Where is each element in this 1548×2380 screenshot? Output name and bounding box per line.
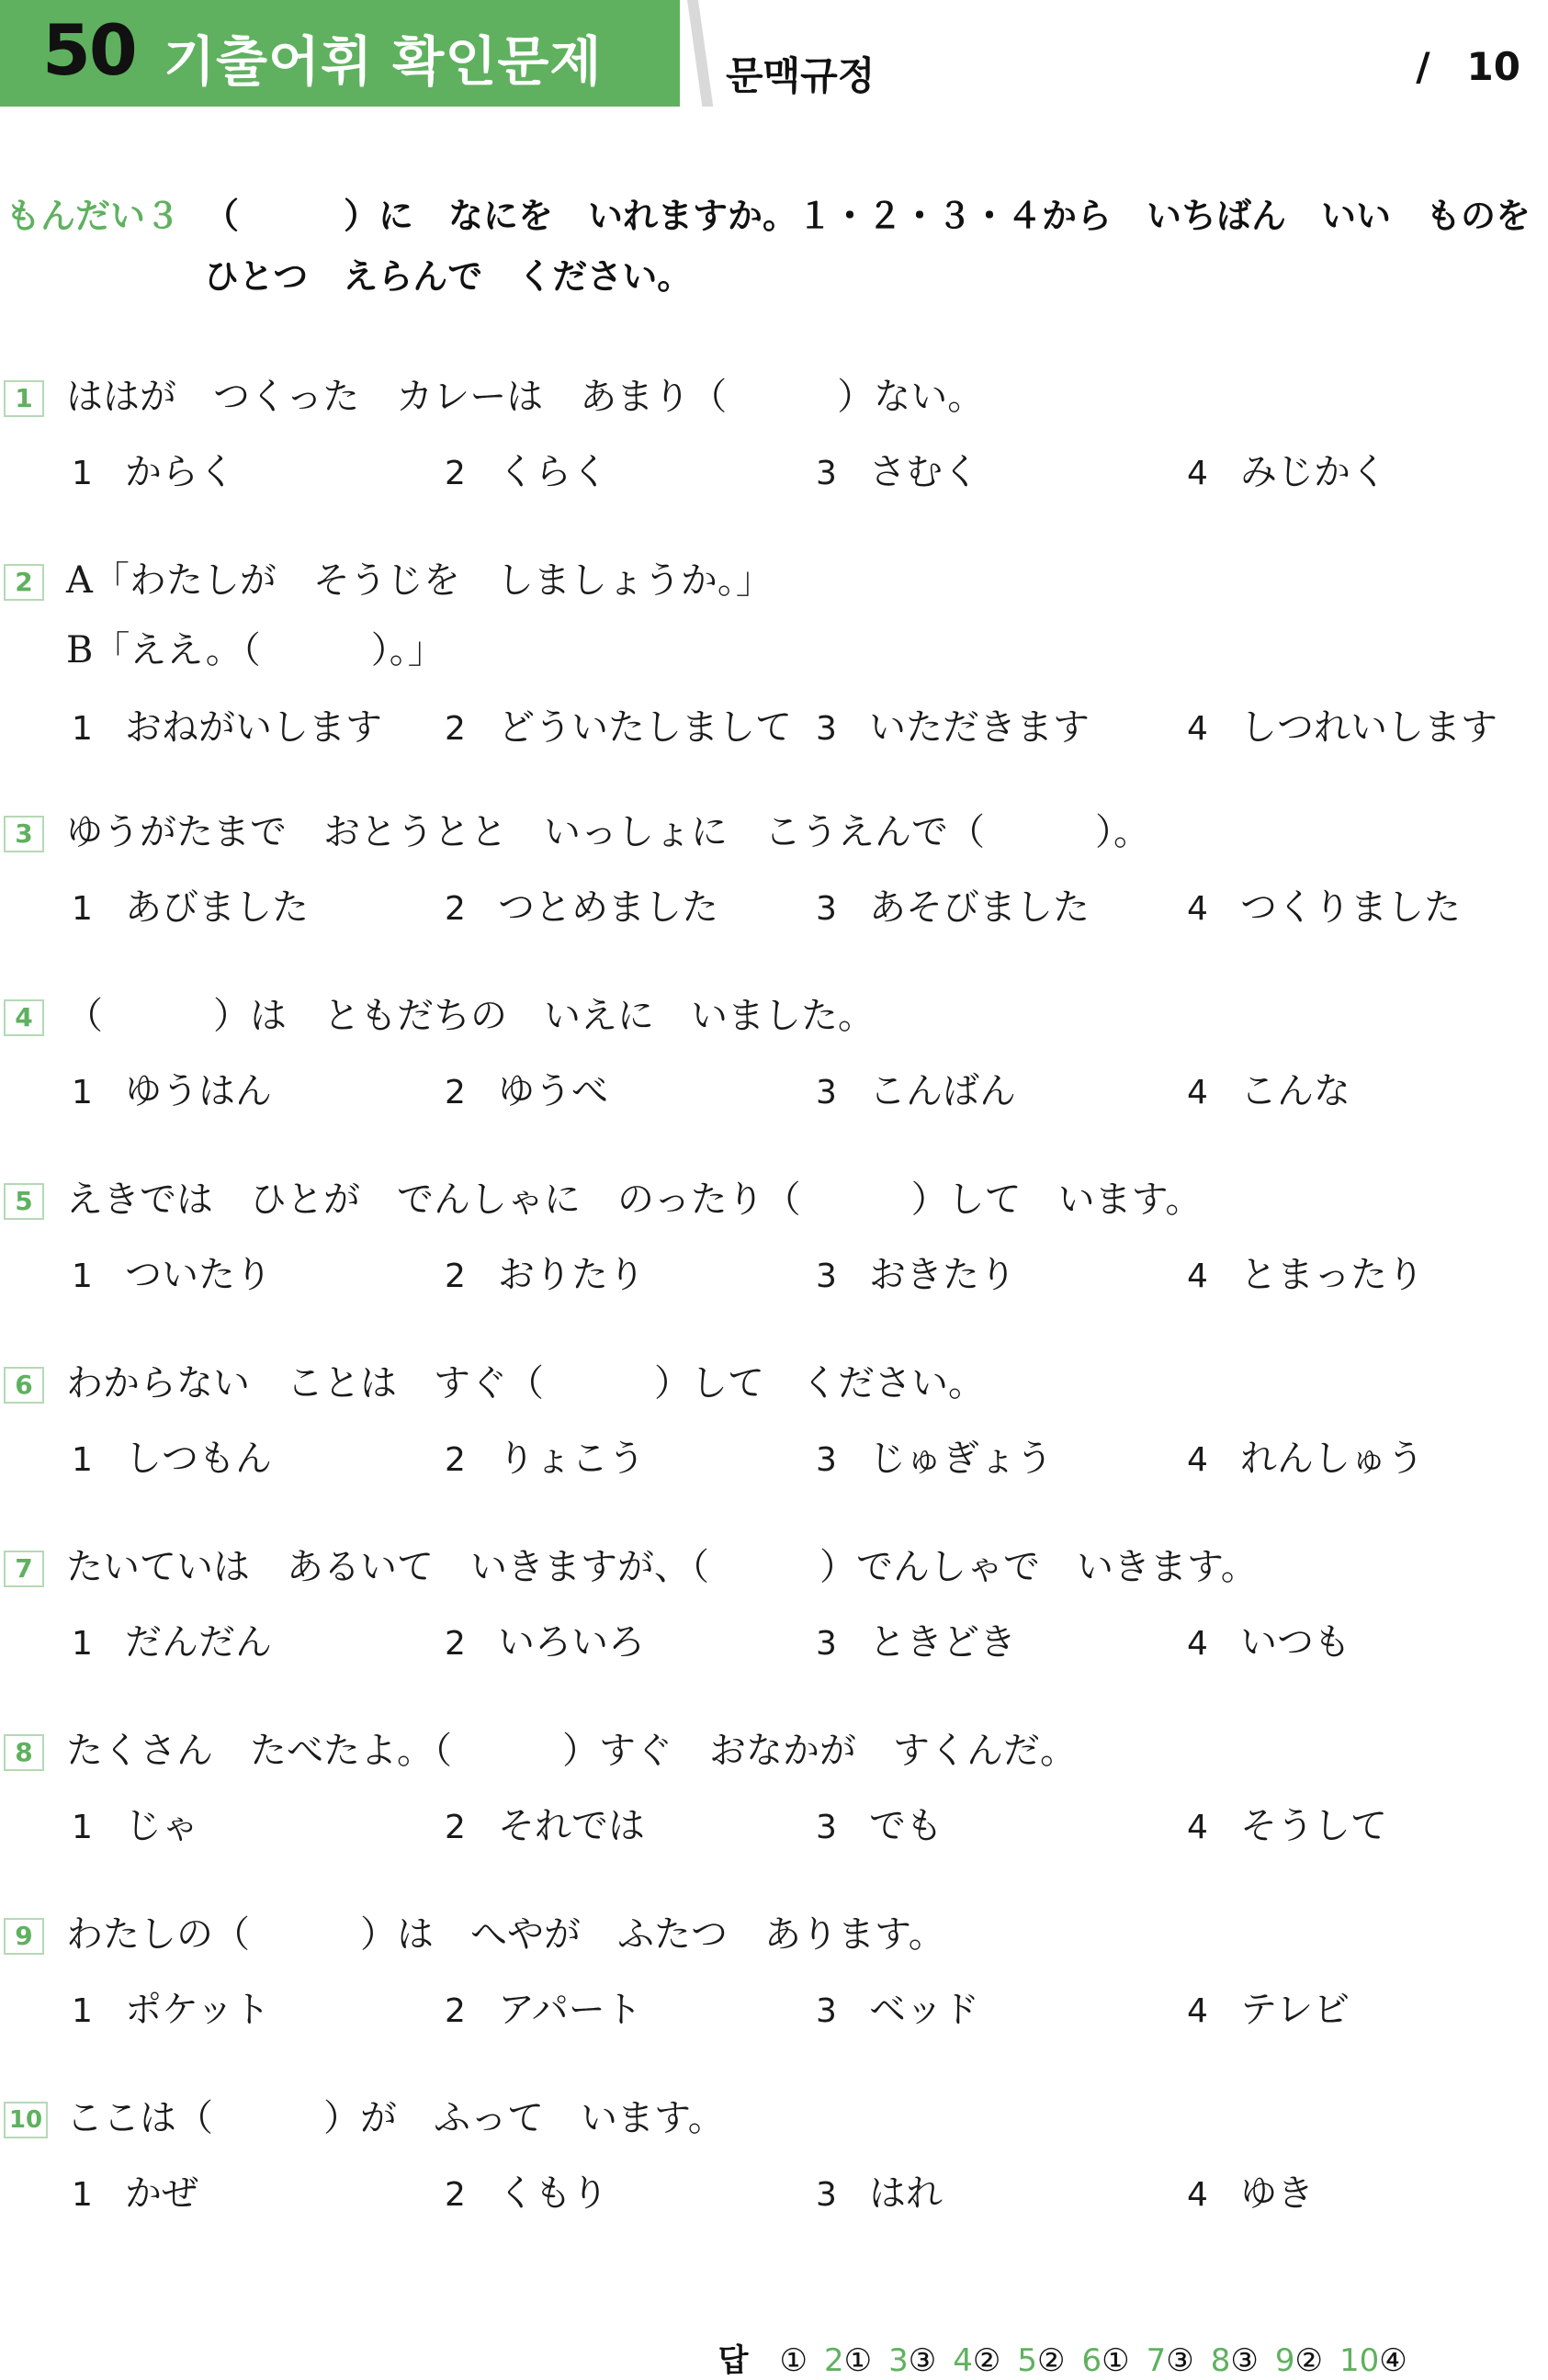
question-item bbox=[0, 555, 1548, 749]
option-label: ベッド bbox=[869, 1989, 979, 2031]
answer-key-item bbox=[1017, 2342, 1065, 2379]
answer-key-item bbox=[1081, 2342, 1129, 2379]
option-number: 1 bbox=[72, 455, 93, 492]
answer-key-answer: ② bbox=[1036, 2342, 1066, 2379]
answer-option[interactable] bbox=[1187, 1797, 1387, 1849]
instructions-line-1: （ ）に なにを いれますか。１・２・３・４から いちばん いい ものを bbox=[204, 196, 1531, 236]
score-box bbox=[1416, 44, 1520, 89]
answer-option[interactable] bbox=[72, 1062, 272, 1114]
answer-key-question: 4 bbox=[953, 2342, 973, 2379]
option-label: いつも bbox=[1240, 1621, 1350, 1664]
question-item bbox=[0, 371, 1548, 555]
option-label: でも bbox=[869, 1805, 943, 1847]
answer-option[interactable] bbox=[72, 1246, 272, 1298]
question-item bbox=[0, 1541, 1548, 1725]
answer-options bbox=[0, 1429, 1548, 1484]
option-number: 3 bbox=[816, 1074, 837, 1111]
option-number: 3 bbox=[816, 710, 837, 748]
option-label: どういたしまして bbox=[498, 706, 792, 749]
option-number: 4 bbox=[1187, 890, 1208, 928]
option-label: くらく bbox=[498, 451, 608, 493]
option-number: 2 bbox=[445, 890, 466, 928]
answer-option[interactable] bbox=[445, 1797, 645, 1849]
option-label: いただきます bbox=[869, 706, 1090, 749]
score-total: 10 bbox=[1466, 44, 1520, 89]
option-number: 2 bbox=[445, 1809, 466, 1846]
option-label: からく bbox=[125, 451, 235, 493]
answer-option[interactable] bbox=[1187, 1980, 1350, 2033]
answer-option[interactable] bbox=[816, 1613, 1016, 1665]
answer-key-answer: ③ bbox=[908, 2342, 937, 2379]
answer-option[interactable] bbox=[72, 1797, 198, 1849]
question-item bbox=[0, 1174, 1548, 1358]
option-number: 2 bbox=[445, 1074, 466, 1111]
answer-key-item bbox=[1275, 2342, 1323, 2379]
instructions-line-2: ひとつ えらんで ください。 bbox=[204, 256, 693, 297]
option-label: アパート bbox=[498, 1989, 642, 2031]
answer-option[interactable] bbox=[1187, 878, 1461, 931]
answer-option[interactable] bbox=[72, 1613, 272, 1665]
option-label: つとめました bbox=[498, 886, 718, 929]
option-label: ゆうべ bbox=[498, 1070, 608, 1112]
question-number-badge: 4 bbox=[4, 999, 44, 1036]
option-number: 1 bbox=[72, 1441, 93, 1479]
answer-options bbox=[0, 878, 1548, 933]
page-title: 기출어휘 확인문제 bbox=[164, 30, 603, 93]
question-item bbox=[0, 2092, 1548, 2276]
option-number: 4 bbox=[1187, 2176, 1208, 2214]
option-label: それでは bbox=[498, 1805, 645, 1847]
answer-option[interactable] bbox=[445, 1980, 642, 2033]
answer-option[interactable] bbox=[1187, 1062, 1350, 1114]
answer-key-item bbox=[1211, 2342, 1259, 2379]
question-number-badge: 7 bbox=[4, 1551, 44, 1587]
option-number: 1 bbox=[72, 1258, 93, 1295]
answer-option[interactable] bbox=[1187, 443, 1387, 495]
answer-key-item bbox=[888, 2342, 936, 2379]
answer-option[interactable] bbox=[72, 1980, 270, 2033]
option-label: あそびました bbox=[869, 886, 1090, 929]
question-item bbox=[0, 806, 1548, 990]
question-number-badge: 9 bbox=[4, 1918, 44, 1955]
option-number: 1 bbox=[72, 1074, 93, 1111]
header-divider bbox=[687, 0, 713, 107]
option-number: 2 bbox=[445, 710, 466, 748]
option-number: 3 bbox=[816, 1809, 837, 1846]
answer-options bbox=[0, 1246, 1548, 1301]
option-label: つくりました bbox=[1240, 886, 1461, 929]
answer-key-question: 2 bbox=[823, 2342, 844, 2379]
question-text: わからない ことは すぐ（ ）して ください。 bbox=[66, 1362, 985, 1404]
answer-key-answer: ③ bbox=[1166, 2342, 1194, 2379]
answer-options bbox=[0, 1980, 1548, 2036]
question-text: わたしの（ ）は へやが ふたつ あります。 bbox=[66, 1913, 945, 1956]
option-label: あびました bbox=[125, 886, 309, 929]
answer-key-answer: ② bbox=[972, 2342, 1001, 2379]
option-label: こんばん bbox=[869, 1070, 1016, 1112]
option-label: ゆき bbox=[1240, 2172, 1314, 2215]
answer-option[interactable] bbox=[72, 698, 382, 750]
answer-option[interactable] bbox=[816, 443, 979, 495]
answer-key-answer: ② bbox=[1294, 2342, 1323, 2379]
question-number-badge: 8 bbox=[4, 1734, 44, 1771]
option-label: じゃ bbox=[125, 1805, 198, 1847]
answer-key-question: 6 bbox=[1081, 2342, 1102, 2379]
option-number: 4 bbox=[1187, 1441, 1208, 1479]
option-label: りょこう bbox=[498, 1438, 645, 1480]
answer-key-question: 3 bbox=[888, 2342, 909, 2379]
option-label: さむく bbox=[869, 451, 979, 493]
option-number: 2 bbox=[445, 1992, 466, 2030]
option-label: くもり bbox=[498, 2172, 608, 2215]
answer-option[interactable] bbox=[445, 1246, 645, 1298]
option-label: じゅぎょう bbox=[869, 1438, 1053, 1480]
question-item bbox=[0, 1358, 1548, 1541]
question-text: ゆうがたまで おとうとと いっしょに こうえんで（ ）。 bbox=[66, 811, 1150, 853]
option-label: ポケット bbox=[125, 1989, 270, 2031]
answer-option[interactable] bbox=[72, 2164, 198, 2216]
answer-option[interactable] bbox=[445, 1429, 645, 1482]
answer-option[interactable] bbox=[445, 878, 718, 931]
instructions-label: もんだい３ bbox=[6, 196, 181, 236]
option-number: 3 bbox=[816, 1441, 837, 1479]
option-label: おりたり bbox=[498, 1254, 645, 1296]
option-label: おきたり bbox=[869, 1254, 1016, 1296]
answer-option[interactable] bbox=[72, 878, 309, 931]
answer-option[interactable] bbox=[816, 2164, 943, 2216]
answer-key-question: 10 bbox=[1339, 2342, 1380, 2379]
question-text: A「わたしが そうじを しましょうか。」 bbox=[66, 559, 773, 602]
question-text: たくさん たべたよ。（ ）すぐ おなかが すくんだ。 bbox=[66, 1730, 1077, 1772]
answer-option[interactable] bbox=[1187, 1613, 1350, 1665]
answer-key-answer: ① bbox=[843, 2342, 873, 2379]
chapter-number: 50 bbox=[42, 9, 136, 91]
option-label: ついたり bbox=[125, 1254, 272, 1296]
answer-key-item bbox=[953, 2342, 1000, 2379]
answer-option[interactable] bbox=[445, 2164, 608, 2216]
option-number: 3 bbox=[816, 890, 837, 928]
question-text: たいていは あるいて いきますが、（ ）でんしゃで いきます。 bbox=[66, 1546, 1258, 1588]
option-label: みじかく bbox=[1240, 451, 1387, 493]
answer-key-item bbox=[1147, 2342, 1194, 2379]
option-number: 4 bbox=[1187, 1258, 1208, 1295]
answer-option[interactable] bbox=[816, 1429, 1053, 1482]
option-label: こんな bbox=[1240, 1070, 1350, 1112]
answer-key bbox=[698, 2298, 1424, 2380]
question-number-badge: 2 bbox=[4, 564, 44, 601]
answer-option[interactable] bbox=[1187, 698, 1497, 750]
option-number: 4 bbox=[1187, 1625, 1208, 1663]
question-text: ははが つくった カレーは あまり（ ）ない。 bbox=[66, 376, 985, 418]
option-number: 2 bbox=[445, 1441, 466, 1479]
answer-option[interactable] bbox=[72, 443, 235, 495]
question-text: ここは（ ）が ふって います。 bbox=[66, 2097, 725, 2139]
option-number: 1 bbox=[72, 1809, 93, 1846]
answer-option[interactable] bbox=[816, 1980, 979, 2033]
score-slash: / bbox=[1416, 44, 1430, 89]
option-number: 4 bbox=[1187, 1992, 1208, 2030]
answer-option[interactable] bbox=[445, 1613, 645, 1665]
answer-option[interactable] bbox=[72, 1429, 272, 1482]
option-label: れんしゅう bbox=[1240, 1438, 1424, 1480]
question-item bbox=[0, 1725, 1548, 1909]
answer-options bbox=[0, 1613, 1548, 1668]
option-number: 4 bbox=[1187, 710, 1208, 748]
question-number-badge: 6 bbox=[4, 1367, 44, 1404]
question-text: （ ）は ともだちの いえに いました。 bbox=[66, 995, 875, 1037]
option-number: 1 bbox=[72, 1625, 93, 1663]
question-text: えきでは ひとが でんしゃに のったり（ ）して います。 bbox=[66, 1179, 1203, 1221]
option-number: 1 bbox=[72, 1992, 93, 2030]
option-number: 2 bbox=[445, 2176, 466, 2214]
answer-key-answer: ① bbox=[779, 2342, 808, 2379]
option-label: おねがいします bbox=[125, 706, 382, 749]
option-number: 2 bbox=[445, 455, 466, 492]
answer-option[interactable] bbox=[445, 443, 608, 495]
answer-key-answer: ④ bbox=[1379, 2342, 1407, 2379]
answer-option[interactable] bbox=[1187, 1429, 1424, 1482]
answer-option[interactable] bbox=[445, 1062, 608, 1114]
option-label: ゆうはん bbox=[125, 1070, 272, 1112]
answer-option[interactable] bbox=[1187, 1246, 1424, 1298]
option-label: だんだん bbox=[125, 1621, 272, 1664]
answer-key-item bbox=[1339, 2342, 1407, 2379]
answer-key-answer: ③ bbox=[1230, 2342, 1259, 2379]
answer-option[interactable] bbox=[816, 698, 1090, 750]
answer-option[interactable] bbox=[816, 1246, 1016, 1298]
option-number: 3 bbox=[816, 2176, 837, 2214]
answer-options bbox=[0, 698, 1548, 753]
option-label: かぜ bbox=[125, 2172, 198, 2215]
option-number: 1 bbox=[72, 2176, 93, 2214]
answer-key-question: 8 bbox=[1210, 2342, 1231, 2379]
question-number-badge: 10 bbox=[4, 2102, 48, 2138]
answer-options bbox=[0, 443, 1548, 498]
section-subtitle: 문맥규정 bbox=[726, 53, 876, 98]
answer-option[interactable] bbox=[816, 1797, 943, 1849]
option-label: とまったり bbox=[1240, 1254, 1424, 1296]
question-number-badge: 5 bbox=[4, 1183, 44, 1220]
question-item bbox=[0, 990, 1548, 1174]
option-label: ときどき bbox=[869, 1621, 1016, 1664]
option-number: 4 bbox=[1187, 1074, 1208, 1111]
option-number: 2 bbox=[445, 1625, 466, 1663]
option-label: いろいろ bbox=[498, 1621, 645, 1664]
answer-key-answer: ① bbox=[1102, 2342, 1130, 2379]
question-text-line-2: B「ええ。（ ）。」 bbox=[66, 629, 445, 671]
answer-options bbox=[0, 2164, 1548, 2219]
option-label: そうして bbox=[1240, 1805, 1387, 1847]
question-item bbox=[0, 1909, 1548, 2092]
answer-key-item bbox=[824, 2342, 872, 2379]
option-number: 1 bbox=[72, 710, 93, 748]
option-number: 2 bbox=[445, 1258, 466, 1295]
answer-option[interactable] bbox=[445, 698, 792, 750]
answer-key-question: 5 bbox=[1017, 2342, 1037, 2379]
answer-key-question: 7 bbox=[1146, 2342, 1167, 2379]
answer-key-item bbox=[779, 2342, 807, 2379]
option-number: 3 bbox=[816, 1625, 837, 1663]
option-label: テレビ bbox=[1240, 1989, 1350, 2031]
option-number: 3 bbox=[816, 1992, 837, 2030]
option-label: しつもん bbox=[125, 1438, 272, 1480]
answer-key-label: 답 bbox=[718, 2342, 749, 2379]
question-number-badge: 3 bbox=[4, 816, 44, 852]
question-number-badge: 1 bbox=[4, 380, 44, 417]
option-number: 4 bbox=[1187, 1809, 1208, 1846]
option-number: 1 bbox=[72, 890, 93, 928]
answer-key-question: 9 bbox=[1274, 2342, 1295, 2379]
answer-option[interactable] bbox=[816, 1062, 1016, 1114]
answer-option[interactable] bbox=[816, 878, 1090, 931]
option-number: 3 bbox=[816, 455, 837, 492]
option-number: 3 bbox=[816, 1258, 837, 1295]
answer-options bbox=[0, 1062, 1548, 1117]
option-label: しつれいします bbox=[1240, 706, 1497, 749]
option-label: はれ bbox=[869, 2172, 943, 2215]
answer-options bbox=[0, 1797, 1548, 1852]
answer-option[interactable] bbox=[1187, 2164, 1314, 2216]
option-number: 4 bbox=[1187, 455, 1208, 492]
